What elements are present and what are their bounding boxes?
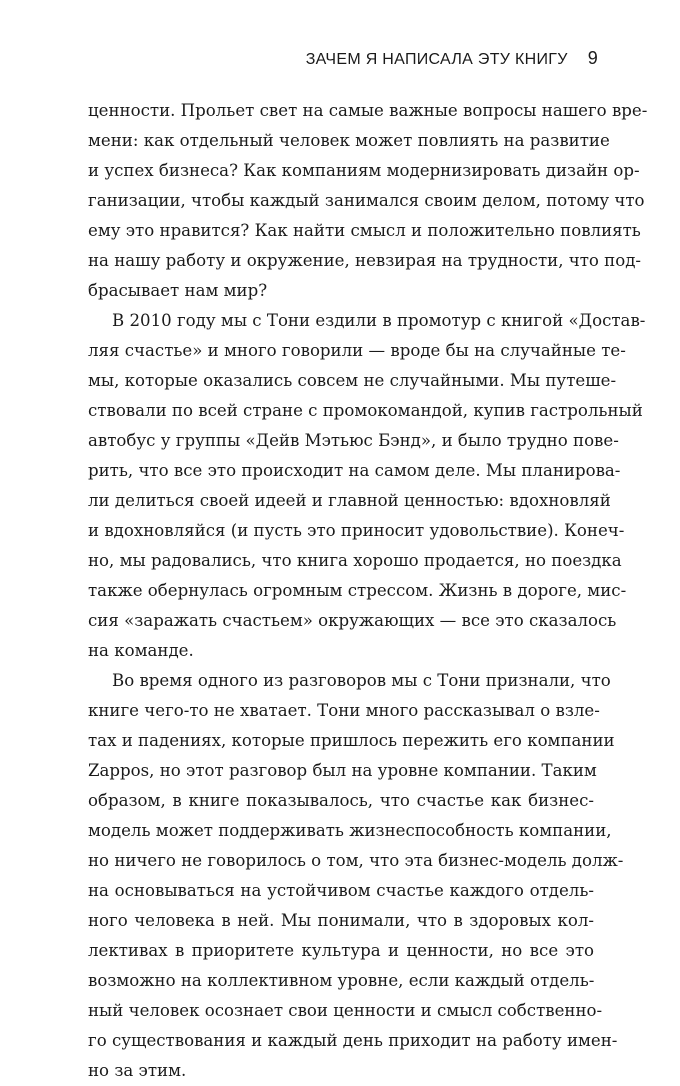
text-line: но, мы радовались, что книга хорошо продается, но поездка: [88, 551, 622, 570]
text-line: сия «заражать счастьем» окружающих — все это сказалось: [88, 611, 617, 630]
running-title: ЗАЧЕМ Я НАПИСАЛА ЭТУ КНИГУ: [305, 51, 568, 68]
text-line: образом, в книге показывалось, что счастье как бизнес-: [88, 791, 594, 810]
text-line: лективах в приоритете культура и ценности, но все это: [88, 941, 594, 960]
text-line: ганизации, чтобы каждый занимался своим делом, потому что: [88, 191, 645, 210]
text-line: автобус у группы «Дейв Мэтьюс Бэнд», и было трудно пове-: [88, 431, 619, 450]
text-line: на команде.: [88, 641, 194, 660]
text-line: ствовали по всей стране с промокомандой, купив гастрольный: [88, 401, 643, 420]
text-line: и вдохновляйся (и пусть это приносит удовольствие). Конеч-: [88, 521, 625, 540]
text-line: мени: как отдельный человек может повлиять на развитие: [88, 131, 610, 150]
text-line: модель может поддерживать жизнеспособность компании,: [88, 821, 612, 840]
text-line: мы, которые оказались совсем не случайными. Мы путеше-: [88, 371, 617, 390]
paragraph-2: [88, 306, 646, 666]
text-line: ляя счастье» и много говорили — вроде бы на случайные те-: [88, 341, 626, 360]
text-line: но за этим.: [88, 1061, 187, 1080]
text-line: на основываться на устойчивом счастье каждого отдель-: [88, 881, 594, 900]
text-line: ему это нравится? Как найти смысл и положительно повлиять: [88, 221, 641, 240]
text-line: го существования и каждый день приходит на работу имен-: [88, 1031, 618, 1050]
text-line: возможно на коллективном уровне, если каждый отдель-: [88, 971, 595, 990]
text-line: Zappos, но этот разговор был на уровне компании. Таким: [88, 761, 597, 780]
text-line: В 2010 году мы с Тони ездили в промотур с книгой «Достав-: [112, 311, 646, 330]
text-line: Во время одного из разговоров мы с Тони признали, что: [112, 671, 611, 690]
paragraph-1: [88, 96, 648, 306]
text-line: рить, что все это происходит на самом деле. Мы планирова-: [88, 461, 621, 480]
text-line: книге чего-то не хватает. Тони много рассказывал о взле-: [88, 701, 600, 720]
paragraph-3: [88, 666, 624, 1086]
text-line: ного человека в ней. Мы понимали, что в здоровых кол-: [88, 911, 594, 930]
text-line: тах и падениях, которые пришлось пережить его компании: [88, 731, 615, 750]
text-line: но ничего не говорилось о том, что эта бизнес-модель долж-: [88, 851, 624, 870]
text-line: брасывает нам мир?: [88, 281, 268, 300]
text-line: на нашу работу и окружение, невзирая на трудности, что под-: [88, 251, 642, 270]
text-line: ли делиться своей идеей и главной ценностью: вдохновляй: [88, 491, 611, 510]
page-number: 9: [587, 48, 598, 68]
body-text: [88, 96, 648, 1086]
text-line: ценности. Прольет свет на самые важные вопросы нашего вре-: [88, 101, 648, 120]
text-line: и успех бизнеса? Как компаниям модернизировать дизайн ор-: [88, 161, 640, 180]
text-line: ный человек осознает свои ценности и смысл собственно-: [88, 1001, 603, 1020]
text-line: также обернулась огромным стрессом. Жизнь в дороге, мис-: [88, 581, 627, 600]
running-head: [306, 48, 598, 69]
